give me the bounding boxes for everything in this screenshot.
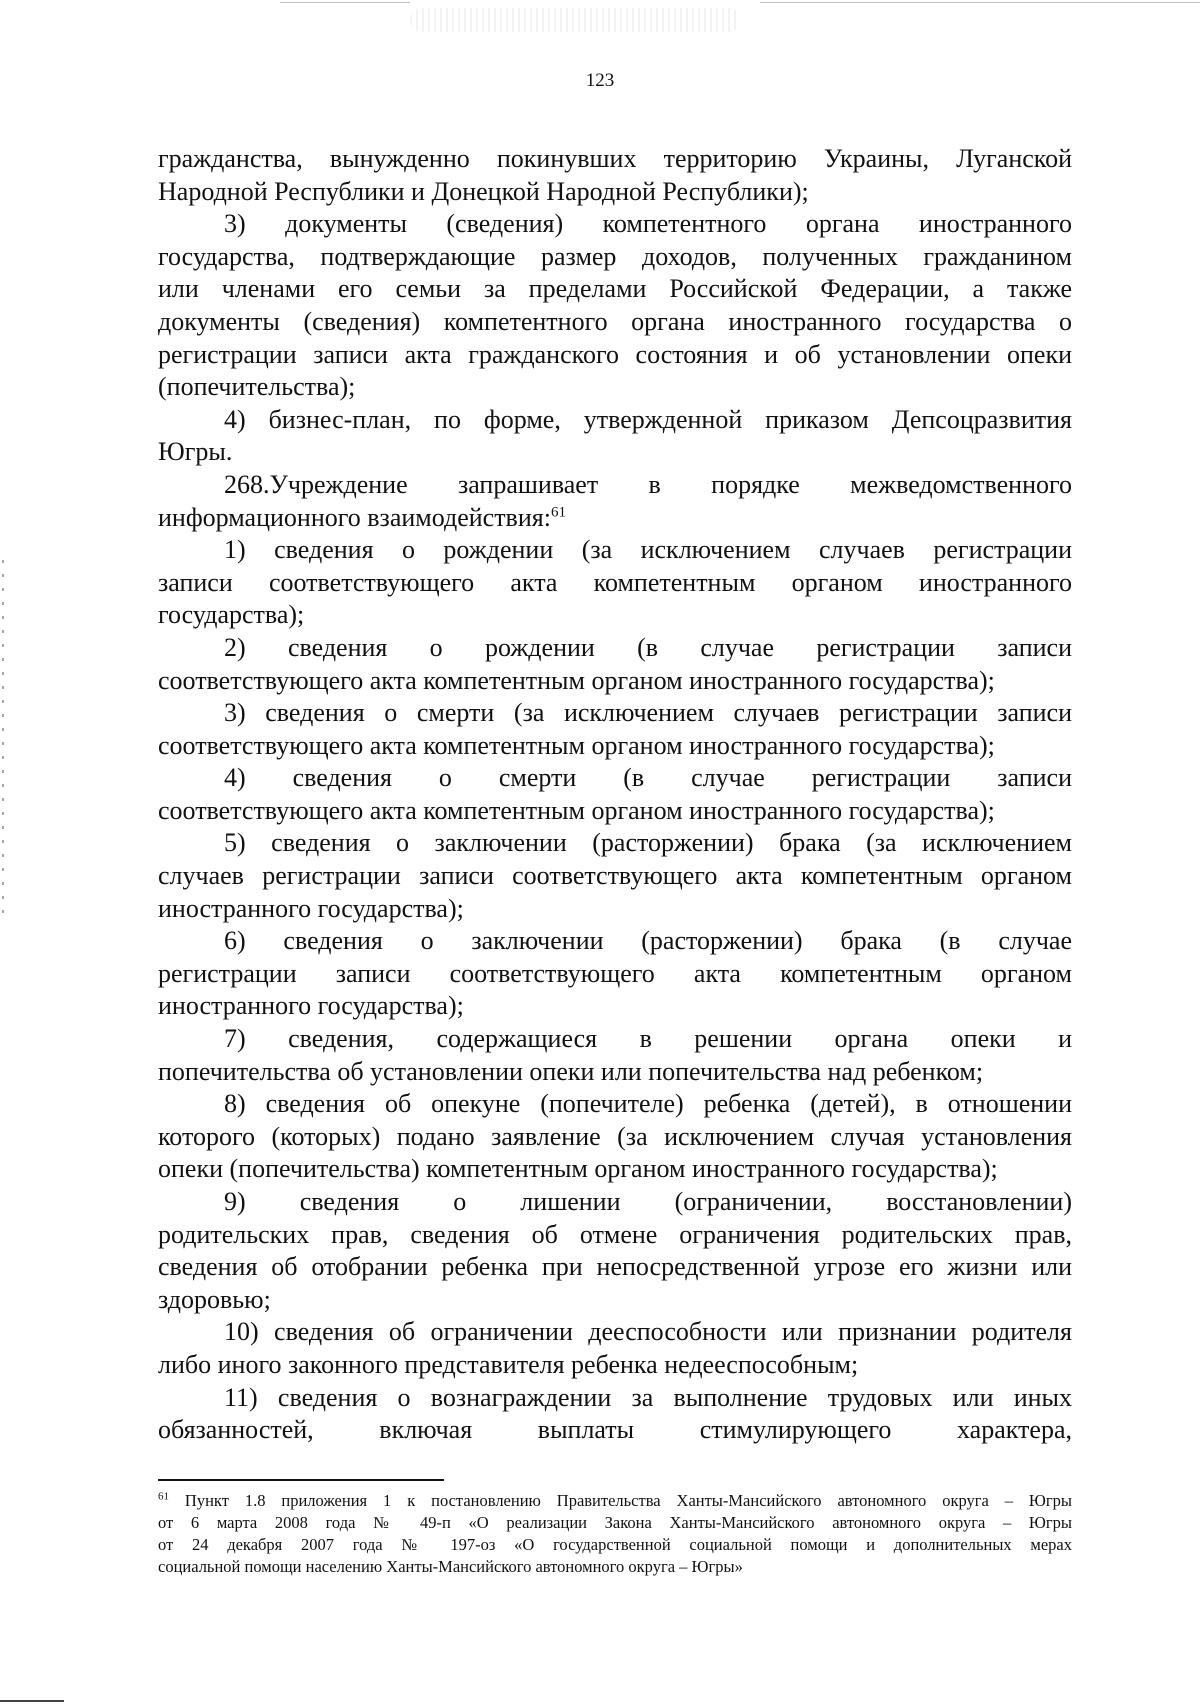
text-line: случаев регистрации записи соответствующего акта компетентным органом (158, 861, 1072, 891)
page-number: 123 (585, 70, 615, 91)
text-line: иностранного государства); (158, 893, 464, 923)
scan-line-right (760, 2, 1200, 3)
text-line: регистрации записи акта гражданского состояния и об установлении опеки (158, 339, 1072, 369)
text-line: либо иного законного представителя ребенка недееспособным; (158, 1349, 859, 1379)
text-line: государства, подтверждающие размер доходов, полученных гражданином (158, 241, 1072, 271)
text-line: государства); (158, 600, 305, 630)
text-line: обязанностей, включая выплаты стимулирующего характера, (158, 1415, 1072, 1445)
text-line: 9) сведения о лишении (ограничении, восстановлении) (224, 1187, 1072, 1216)
footnote-line: от 24 декабря 2007 года № 197-оз «О государственной социальной помощи и дополнительных мерах (158, 1535, 1072, 1554)
footnote-marker: 61 (158, 1490, 169, 1503)
text-line: записи соответствующего акта компетентным органом иностранного (158, 567, 1072, 597)
footnote-line: Пункт 1.8 приложения 1 к постановлению Правительства Ханты-Мансийского автономного округа – Югры (184, 1491, 1073, 1510)
text-line: или членами его семьи за пределами Российской Федерации, а также (158, 274, 1072, 304)
text-line: 6) сведения о заключении (расторжении) брака (в случае (224, 926, 1072, 956)
text-line: (попечительства); (158, 372, 356, 402)
text-line: 8) сведения об опекуне (попечителе) ребенка (детей), в отношении (224, 1089, 1072, 1119)
text-line: 268.Учреждение запрашивает в порядке межведомственного (224, 469, 1072, 499)
text-line: которого (которых) подано заявление (за исключением случая установления (158, 1121, 1072, 1151)
text-line: соответствующего акта компетентным органом иностранного государства); (158, 665, 995, 695)
text-line: 3) документы (сведения) компетентного органа иностранного (224, 209, 1072, 239)
footnote-separator (158, 1479, 444, 1481)
text-line: Народной Республики и Донецкой Народной Республики); (158, 176, 809, 206)
text-line: 11) сведения о вознаграждении за выполнение трудовых или иных (224, 1382, 1072, 1412)
text-line: Югры. (158, 437, 233, 467)
text-line: 4) сведения о смерти (в случае регистрации записи (224, 763, 1072, 793)
footnote-line: от 6 марта 2008 года № 49-п «О реализации Закона Ханты-Мансийского автономного округа – Югры (158, 1513, 1072, 1532)
scan-line-left (280, 2, 410, 3)
body-text (158, 143, 1072, 1447)
text-line: 4) бизнес-план, по форме, утвержденной приказом Депсоцразвития (224, 404, 1072, 434)
text-line: 2) сведения о рождении (в случае регистрации записи (224, 632, 1072, 662)
text-line: 1) сведения о рождении (за исключением случаев регистрации (224, 535, 1072, 565)
text-line: 5) сведения о заключении (расторжении) брака (за исключением (224, 828, 1072, 858)
text-line: родительских прав, сведения об отмене ограничения родительских прав, (158, 1219, 1072, 1249)
text-line: регистрации записи соответствующего акта компетентным органом (158, 958, 1072, 988)
footnote-line: социальной помощи населению Ханты-Мансийского автономного округа – Югры» (158, 1557, 743, 1576)
text-line: 3) сведения о смерти (за исключением случаев регистрации записи (224, 698, 1072, 728)
text-line: соответствующего акта компетентным органом иностранного государства); (158, 730, 995, 760)
text-line: здоровью; (158, 1284, 271, 1314)
footnote (158, 1490, 1072, 1578)
text-line: соответствующего акта компетентным органом иностранного государства); (158, 795, 995, 825)
footnote-reference[interactable]: 61 (550, 503, 566, 520)
text-line: 7) сведения, содержащиеся в решении органа опеки и (224, 1024, 1072, 1054)
text-line: иностранного государства); (158, 991, 464, 1021)
text-line: сведения об отобрании ребенка при непосредственной угрозе его жизни или (158, 1252, 1072, 1282)
scan-edge-marks (2, 560, 4, 920)
footnote-line-with-marker (158, 1490, 1072, 1512)
text-line: информационного взаимодействия: (158, 502, 551, 532)
scan-line-bottom (0, 1700, 64, 1702)
text-line: гражданства, вынужденно покинувших территорию Украины, Луганской (158, 144, 1072, 173)
text-line: 10) сведения об ограничении дееспособности или признании родителя (224, 1317, 1072, 1347)
text-line: попечительства об установлении опеки или попечительства над ребенком; (158, 1056, 984, 1086)
text-line: опеки (попечительства) компетентным органом иностранного государства); (158, 1154, 998, 1184)
text-line: документы (сведения) компетентного органа иностранного государства о (158, 306, 1072, 336)
scan-artifact-top (410, 8, 740, 32)
text-line-with-footnote (158, 502, 1072, 535)
